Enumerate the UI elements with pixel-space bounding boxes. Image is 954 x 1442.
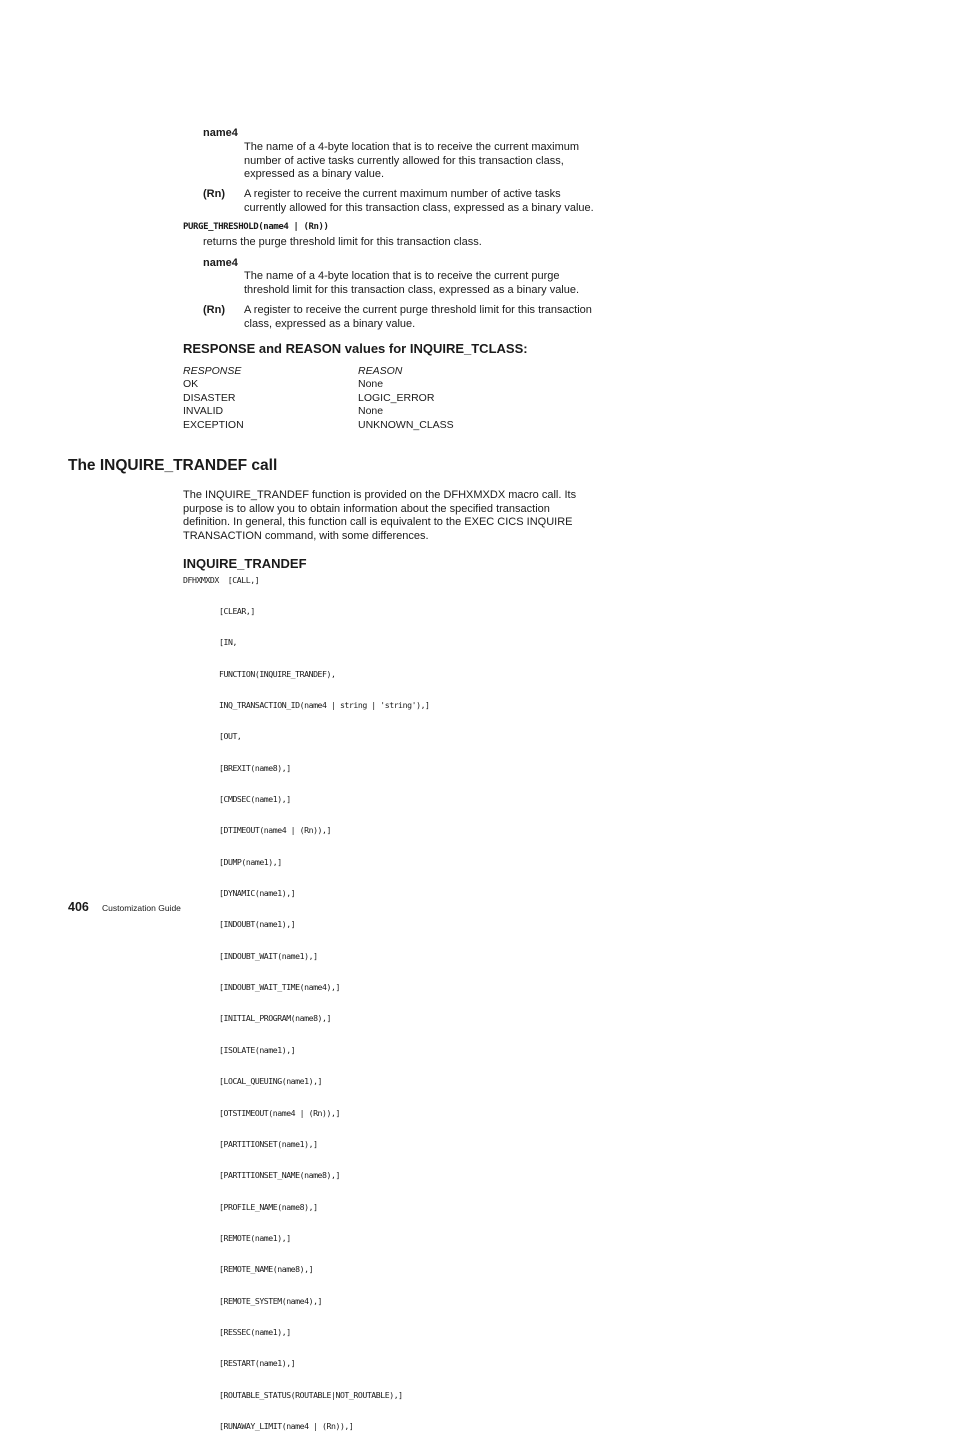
page-number: 406 bbox=[68, 900, 89, 914]
purge-param-term-rn: (Rn) bbox=[203, 304, 225, 316]
param-term-rn: (Rn) bbox=[203, 188, 225, 200]
reason-column-header: REASON bbox=[358, 365, 403, 377]
response-column-header: RESPONSE bbox=[183, 365, 242, 377]
purge-threshold-desc: returns the purge threshold limit for this transaction class. bbox=[203, 236, 482, 248]
table-row: None bbox=[358, 378, 384, 390]
code-first-line: DFHXMXDX [CALL,] bbox=[183, 575, 260, 585]
table-row: INVALID bbox=[183, 405, 224, 417]
book-title: Customization Guide bbox=[102, 903, 181, 913]
table-row: OK bbox=[183, 378, 199, 390]
response-reason-heading: RESPONSE and REASON values for INQUIRE_TCLASS: bbox=[183, 341, 528, 356]
purge-threshold-syntax: PURGE_THRESHOLD(name4 | (Rn)) bbox=[183, 222, 329, 232]
section-title: The INQUIRE_TRANDEF call bbox=[68, 457, 278, 474]
table-row: UNKNOWN_CLASS bbox=[358, 418, 454, 431]
param-term-name4: name4 bbox=[203, 127, 238, 139]
table-row: LOGIC_ERROR bbox=[358, 391, 435, 404]
reason-values bbox=[358, 378, 454, 432]
code-block: [CLEAR,] [IN, FUNCTION(INQUIRE_TRANDEF), INQ_TRANSACTION_ID(name4 | string | 'string'),] [OUT, [BREXIT(name8),] [CMDSEC(name1),] [DTIMEOUT(name4 | (Rn)),] [DUMP(name1),] [DYNAMIC(name1),] [INDOUBT(name1),] [INDOUBT_WAIT(name1),] [INDOUBT_WAIT_TIME(name4),] [INITIAL_PROGRAM(name8),] [ISOLATE(name1),] [LOCAL_QUEUING(name1),] [OTSTIMEOUT(name4 | (Rn)),] [PARTITIONSET(name1),] [PARTITIONSET_NAME(name8),] [PROFILE_NAME(name8),] [REMOTE(name1),] [REMOTE_NAME(name8),] [REMOTE_SYSTEM(name4),] [RESSEC(name1),] [RESTART(name1),] [ROUTABLE_STATUS(ROUTABLE|NOT_ROUTABLE),] [RUNAWAY_LIMIT(name4 | (Rn)),] bbox=[219, 606, 430, 1431]
table-row: EXCEPTION bbox=[183, 418, 244, 431]
param-desc-rn: A register to receive the current maximum number of active tasks currently allowed for this transaction class, expressed as a binary value. bbox=[244, 188, 594, 214]
param-desc-name4: The name of a 4-byte location that is to receive the current maximum number of active tasks currently allowed for this transaction class, expressed as a binary value. bbox=[244, 141, 580, 180]
table-row: None bbox=[358, 405, 384, 417]
intro-paragraph: The INQUIRE_TRANDEF function is provided on the DFHXMXDX macro call. Its purpose is to allow you to obtain information about the specified transaction definition. In general, this function call is equivalent to the EXEC CICS INQUIRE TRANSACTION command, with some differences. bbox=[183, 489, 577, 542]
subheading: INQUIRE_TRANDEF bbox=[183, 556, 307, 571]
response-values bbox=[183, 378, 244, 432]
table-row: DISASTER bbox=[183, 391, 236, 404]
purge-param-desc-name4: The name of a 4-byte location that is to receive the current purge threshold limit for this transaction class, expressed as a binary value. bbox=[244, 270, 580, 296]
purge-param-term-name4: name4 bbox=[203, 257, 238, 269]
purge-param-desc-rn: A register to receive the current purge threshold limit for this transaction class, expressed as a binary value. bbox=[244, 304, 592, 330]
